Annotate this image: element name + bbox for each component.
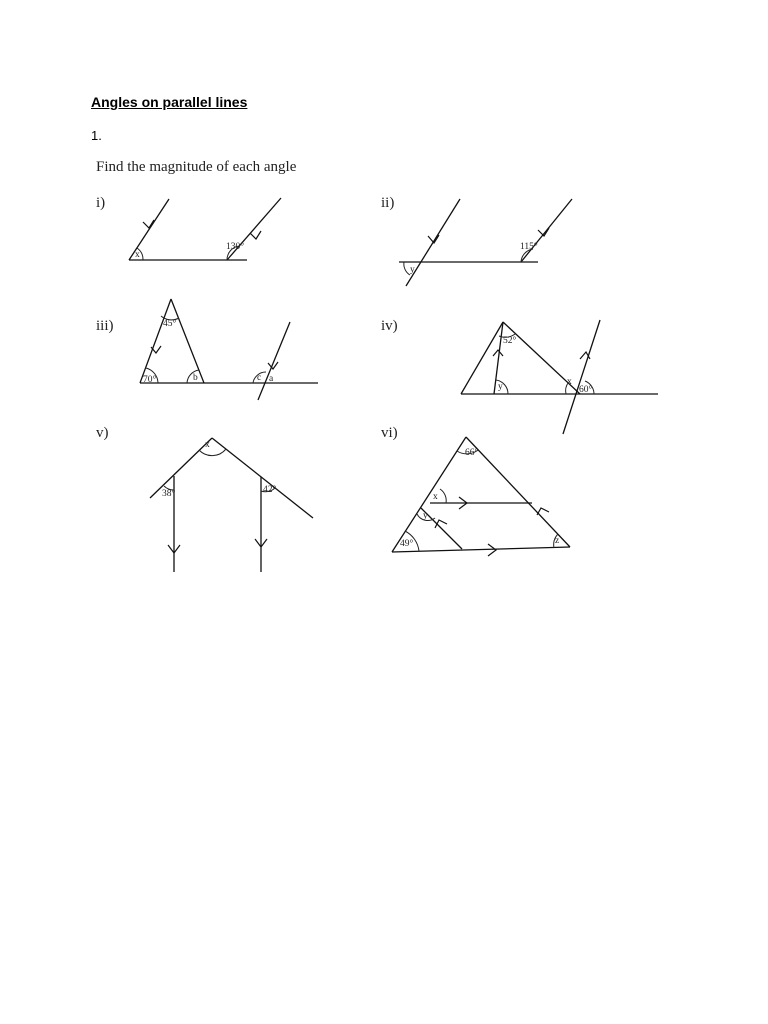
angle-label-c: c — [257, 373, 262, 383]
angle-label-66: 66° — [465, 448, 479, 458]
parallel-arrow — [435, 520, 447, 528]
angle-label-52: 52° — [503, 336, 517, 346]
angle-label-x: x — [205, 440, 210, 450]
angle-arc — [440, 489, 446, 503]
angle-label-y: y — [410, 265, 415, 275]
angle-label-x: x — [433, 492, 438, 502]
part-label-i: i) — [96, 195, 106, 211]
angle-label-130: 130° — [226, 242, 245, 252]
part-label-v: v) — [96, 425, 109, 441]
parallel-arrow — [488, 544, 496, 556]
angle-label-70: 70° — [143, 375, 157, 385]
angle-label-60: 60° — [579, 385, 593, 395]
part-label-iv: iv) — [381, 318, 398, 334]
triangle-side-right — [466, 437, 570, 547]
angle-label-z: z — [555, 536, 560, 546]
triangle-side-left — [392, 437, 466, 552]
part-label-ii: ii) — [381, 195, 395, 211]
angle-label-a: a — [269, 374, 274, 384]
angle-label-38: 38° — [162, 489, 176, 499]
angle-label-b: b — [193, 373, 198, 383]
angle-label-y: y — [423, 511, 428, 521]
angle-label-115: 115° — [520, 242, 538, 252]
part-label-iii: iii) — [96, 318, 114, 334]
part-label-vi: vi) — [381, 425, 398, 441]
page-title: Angles on parallel lines — [91, 94, 248, 110]
angle-label-42: 42° — [263, 485, 277, 495]
question-number: 1. — [91, 128, 102, 143]
angle-label-49: 49° — [400, 539, 414, 549]
angle-label-x: x — [135, 250, 140, 260]
angle-label-y: y — [498, 382, 503, 392]
angle-label-45: 45° — [163, 319, 177, 329]
question-instruction: Find the magnitude of each angle — [96, 159, 297, 175]
angle-label-x: x — [567, 377, 572, 387]
